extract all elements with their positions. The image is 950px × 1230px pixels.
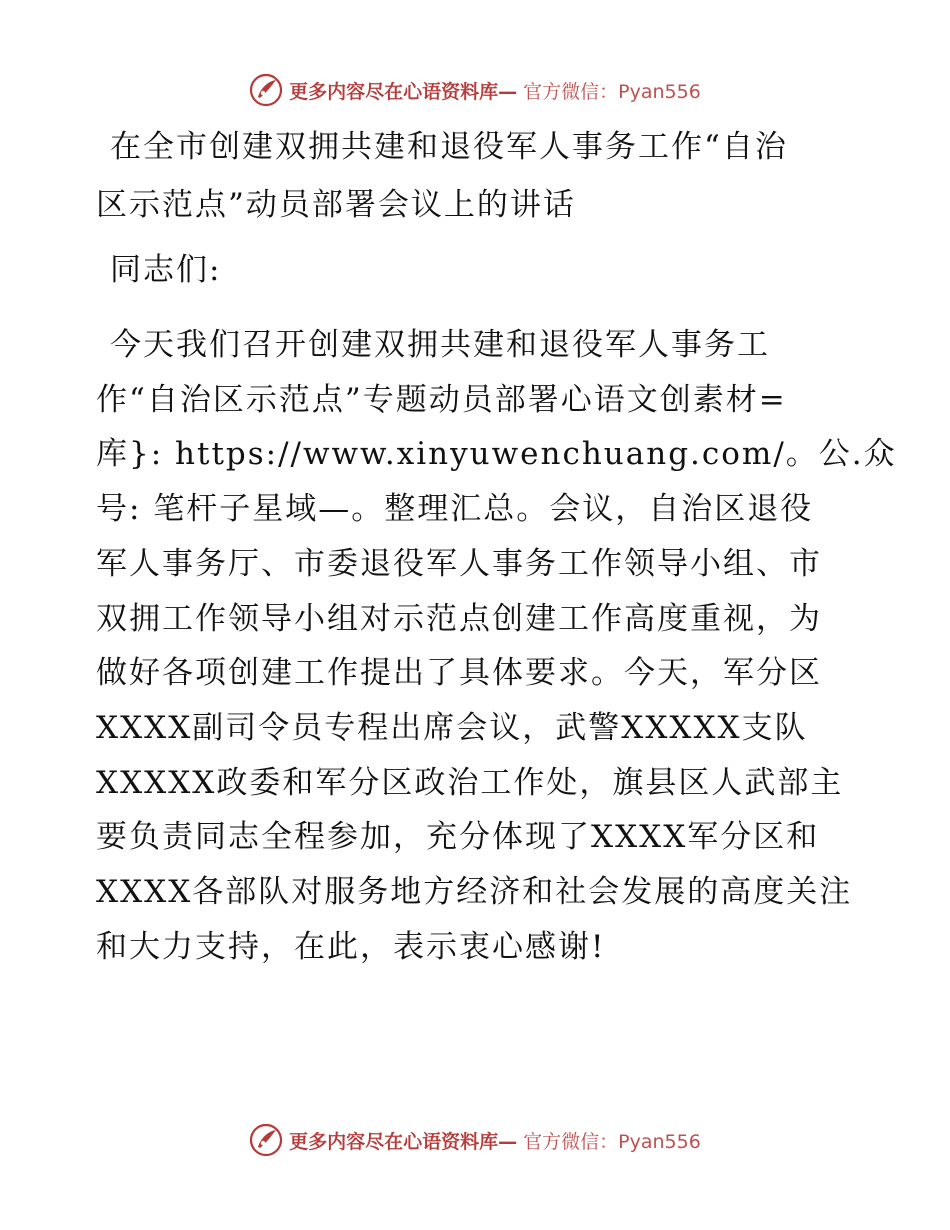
body-line: XXXXX政委和军分区政治工作处，旗县区人武部主 xyxy=(96,764,844,801)
body-line: 要负责同志全程参加，充分体现了XXXX军分区和 xyxy=(96,819,820,856)
body-line: XXXX副司令员专程出席会议，武警XXXXX支队 xyxy=(96,709,808,746)
title-line: 区示范点”动员部署会议上的讲话 xyxy=(96,187,576,223)
body-line: 军人事务厅、市委退役军人事务工作领导小组、市 xyxy=(96,545,822,582)
footer-banner-text: 更多内容尽在心语资料库— xyxy=(289,1130,518,1153)
document-content xyxy=(96,118,897,974)
body-paragraph xyxy=(96,318,897,974)
body-line: XXXX各部队对服务地方经济和社会发展的高度关注 xyxy=(96,874,853,911)
header-banner xyxy=(0,68,950,112)
footer-banner xyxy=(0,1118,950,1162)
brand-logo-icon xyxy=(249,1123,283,1157)
body-line: 今天我们召开创建双拥共建和退役军人事务工 xyxy=(110,327,770,363)
body-line: 做好各项创建工作提出了具体要求。今天，军分区 xyxy=(96,655,822,692)
document-title xyxy=(96,118,856,234)
body-line: 双拥工作领导小组对示范点创建工作高度重视，为 xyxy=(96,600,822,637)
header-banner-text: 更多内容尽在心语资料库— xyxy=(289,80,518,103)
greeting: 同志们: xyxy=(110,252,222,288)
body-line: 作“自治区示范点”专题动员部署心语文创素材= xyxy=(96,381,787,418)
brand-logo-icon xyxy=(249,73,283,107)
body-line: 号: 笔杆子星域—。整理汇总。会议，自治区退役 xyxy=(96,491,814,528)
body-line: 库}: https://www.xinyuwenchuang.com/。公.众 xyxy=(96,436,897,473)
footer-banner-wechat: 官方微信：Pyan556 xyxy=(523,1130,701,1153)
header-banner-wechat: 官方微信：Pyan556 xyxy=(523,80,701,103)
body-line: 和大力支持，在此，表示衷心感谢! xyxy=(96,928,606,965)
title-line: 在全市创建双拥共建和退役军人事务工作“自治 xyxy=(110,129,788,165)
